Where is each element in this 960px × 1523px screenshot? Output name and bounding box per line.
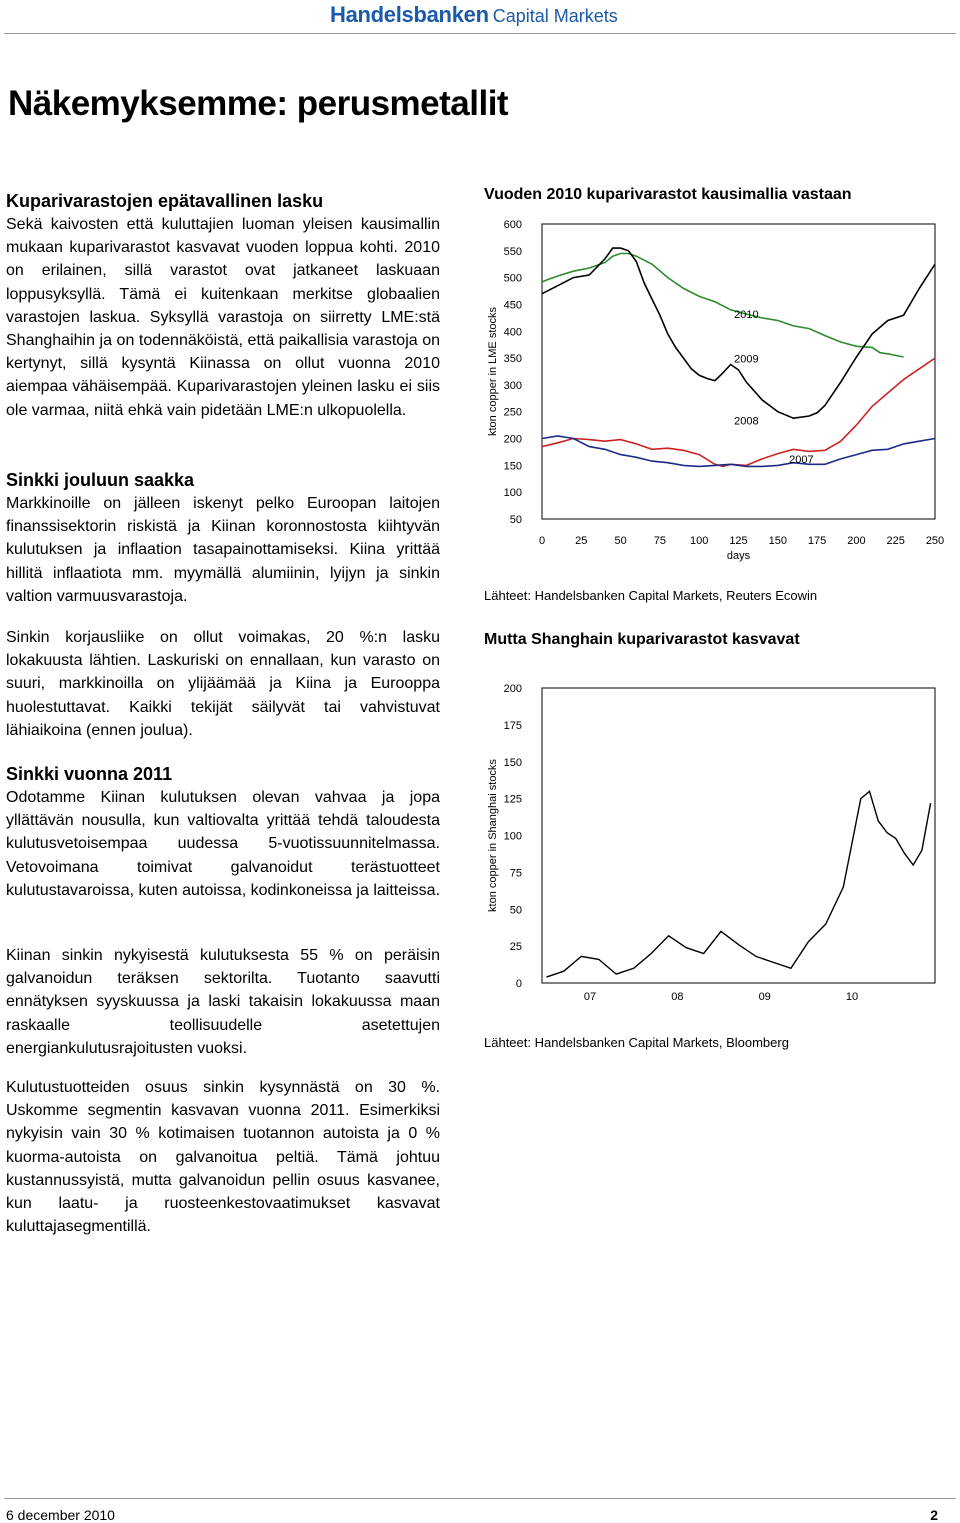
y-axis-label: kton copper in LME stocks	[487, 306, 499, 437]
y-tick-label: 450	[503, 299, 522, 312]
page-number: 2	[930, 1507, 938, 1523]
y-tick-label: 400	[503, 326, 522, 339]
paragraph: Kulutustuotteiden osuus sinkin kysynnästä on 30 %. Uskomme segmentin kasvavan vuonna 2011. Esimerkiksi nykyisin vain 30 % kotimaisen tuotannon autoista ja 0 % kuorma-autoista on galvanoitua peltiä. Tämä johtuu kustannussyistä, mutta galvanoidun pellin osuus kasvanee, kun laatu- ja ruosteenkestovaatimukset kasvavat kuluttajasegmentillä.	[6, 1079, 440, 1236]
footer-rule	[4, 1498, 956, 1499]
paragraph: Odotamme Kiinan kulutuksen olevan vahvaa ja jopa yllättävän nousulla, kun valtiovalta yrittää tehdä taloudesta kulutusvetoisempaa uudessa 5-vuotissuunnitelmassa. Vetovoimana toimivat galvanoidut terästuotteet kulutustavaroissa, kuten autoissa, kodinkoneissa ja laitteissa.	[6, 789, 441, 899]
x-tick-label: 75	[653, 535, 667, 547]
section-zinc-share	[6, 944, 440, 1060]
section-heading: Kuparivarastojen epätavallinen lasku	[6, 191, 324, 211]
y-axis-label: kton copper in Shanghai stocks	[487, 759, 499, 912]
series-label-2010: 2010	[734, 308, 759, 321]
section-zinc-christmas	[6, 468, 440, 608]
y-tick-label: 175	[503, 719, 522, 732]
x-tick-label: 50	[614, 535, 627, 547]
paragraph: Markkinoille on jälleen iskenyt pelko Euroopan laitojen finanssisektorin riskistä ja Kiinan koronnostosta kiihtyvän kulutuksen ja inflaation tasapainottamiseksi. Kiina yrittää hillitä inflaatiota mm. myymällä alumiinin, lyijyn ja sinkin valtion varmuusvarastoja.	[6, 495, 440, 605]
x-tick-label: 150	[768, 535, 787, 547]
x-tick-label: 25	[575, 535, 588, 547]
x-tick-label: 250	[925, 535, 945, 547]
x-tick-label: 200	[847, 535, 866, 547]
x-tick-label: 0	[538, 535, 546, 547]
y-tick-label: 350	[503, 353, 522, 366]
chart2-caption: Mutta Shanghain kuparivarastot kasvavat	[484, 631, 800, 648]
y-tick-label: 150	[503, 460, 522, 473]
brand-logo	[330, 2, 618, 28]
series-label-2009: 2009	[734, 353, 759, 366]
section-zinc-2011	[6, 762, 440, 902]
plot-frame	[542, 688, 935, 983]
y-tick-label: 25	[509, 941, 522, 954]
section-zinc-correction	[6, 626, 440, 742]
x-tick-label: 08	[671, 991, 684, 1003]
y-tick-label: 100	[503, 830, 522, 843]
series-line-0	[546, 791, 930, 977]
y-tick-label: 100	[503, 487, 522, 500]
y-tick-label: 600	[503, 219, 522, 231]
section-copper	[6, 189, 440, 422]
y-tick-label: 200	[503, 433, 522, 446]
header-rule	[4, 33, 956, 34]
section-zinc-consumer	[6, 1076, 440, 1238]
y-tick-label: 125	[503, 793, 522, 806]
section-heading: Sinkki vuonna 2011	[6, 764, 173, 784]
brand-sub: Capital Markets	[492, 6, 618, 26]
y-tick-label: 300	[503, 379, 522, 392]
plot-frame	[542, 224, 935, 519]
x-axis-label: days	[726, 550, 751, 562]
x-tick-label: 175	[807, 535, 827, 547]
paragraph: Kiinan sinkin nykyisestä kulutuksesta 55 % on peräisin galvanoidun teräksen sektorilta. Tuotanto saavutti ennätyksen syyskuussa ja laski takaisin lokakuussa maan raskaalle teollisuudelle asetettujen energiankulutusrajoitusten vuoksi.	[6, 947, 440, 1057]
x-tick-label: 09	[758, 991, 771, 1003]
chart1-source: Lähteet: Handelsbanken Capital Markets, Reuters Ecowin	[484, 588, 818, 603]
y-tick-label: 150	[503, 756, 522, 769]
paragraph: Sekä kaivosten että kuluttajien luoman yleisen kausimallin mukaan kuparivarastot kasvavat vuoden loppua kohti. 2010 on erilainen, sillä varastot ovat jatkaneet laskuaan loppusyksyllä. Tämä ei kuitenkaan merkitse globaalien varastojen laskua. Syksyllä varastoja on siirretty LME:stä Shanghaihin ja on todennäköistä, että paikallisia varastoja on kertynyt, sillä kysyntä Kiinassa on ollut vuonna 2010 aiempaa vähäisempää. Kuparivarastojen yleinen lasku ei siis ole varmaa, niitä ehkä vain pidetään LME:n ulkopuolella.	[6, 216, 440, 419]
footer-date: 6 december 2010	[6, 1507, 115, 1523]
brand-name: Handelsbanken	[330, 2, 489, 27]
x-tick-label: 125	[729, 535, 748, 547]
chart2-source: Lähteet: Handelsbanken Capital Markets, Bloomberg	[484, 1035, 789, 1050]
page-title: Näkemyksemme: perusmetallit	[8, 84, 509, 123]
x-tick-label: 225	[886, 535, 905, 547]
chart1	[480, 208, 950, 568]
x-tick-label: 100	[690, 535, 709, 547]
y-tick-label: 0	[515, 978, 522, 990]
y-tick-label: 250	[503, 406, 522, 419]
series-label-2007: 2007	[789, 454, 814, 467]
y-tick-label: 550	[503, 245, 522, 258]
section-heading: Sinkki jouluun saakka	[6, 470, 195, 490]
y-tick-label: 500	[503, 272, 522, 285]
y-tick-label: 75	[509, 867, 522, 880]
paragraph: Sinkin korjausliike on ollut voimakas, 20 %:n lasku lokakuusta lähtien. Laskuriski on ennallaan, kun varasto on suuri, markkinoilla on ylijäämää ja Kiina ja Eurooppa huolestuttavat. Kaikki tekijät säilyvät tai vahvistuvat lähiaikoina (ennen joulua).	[6, 629, 440, 739]
series-line-2009	[542, 248, 935, 418]
y-tick-label: 50	[509, 514, 522, 526]
series-label-2008: 2008	[734, 415, 759, 428]
x-tick-label: 10	[845, 991, 859, 1003]
chart2	[480, 660, 950, 1010]
series-line-2010	[542, 254, 904, 358]
y-tick-label: 200	[503, 683, 522, 695]
chart1-caption: Vuoden 2010 kuparivarastot kausimallia vastaan	[484, 186, 852, 203]
y-tick-label: 50	[509, 904, 522, 917]
x-tick-label: 07	[583, 991, 597, 1003]
